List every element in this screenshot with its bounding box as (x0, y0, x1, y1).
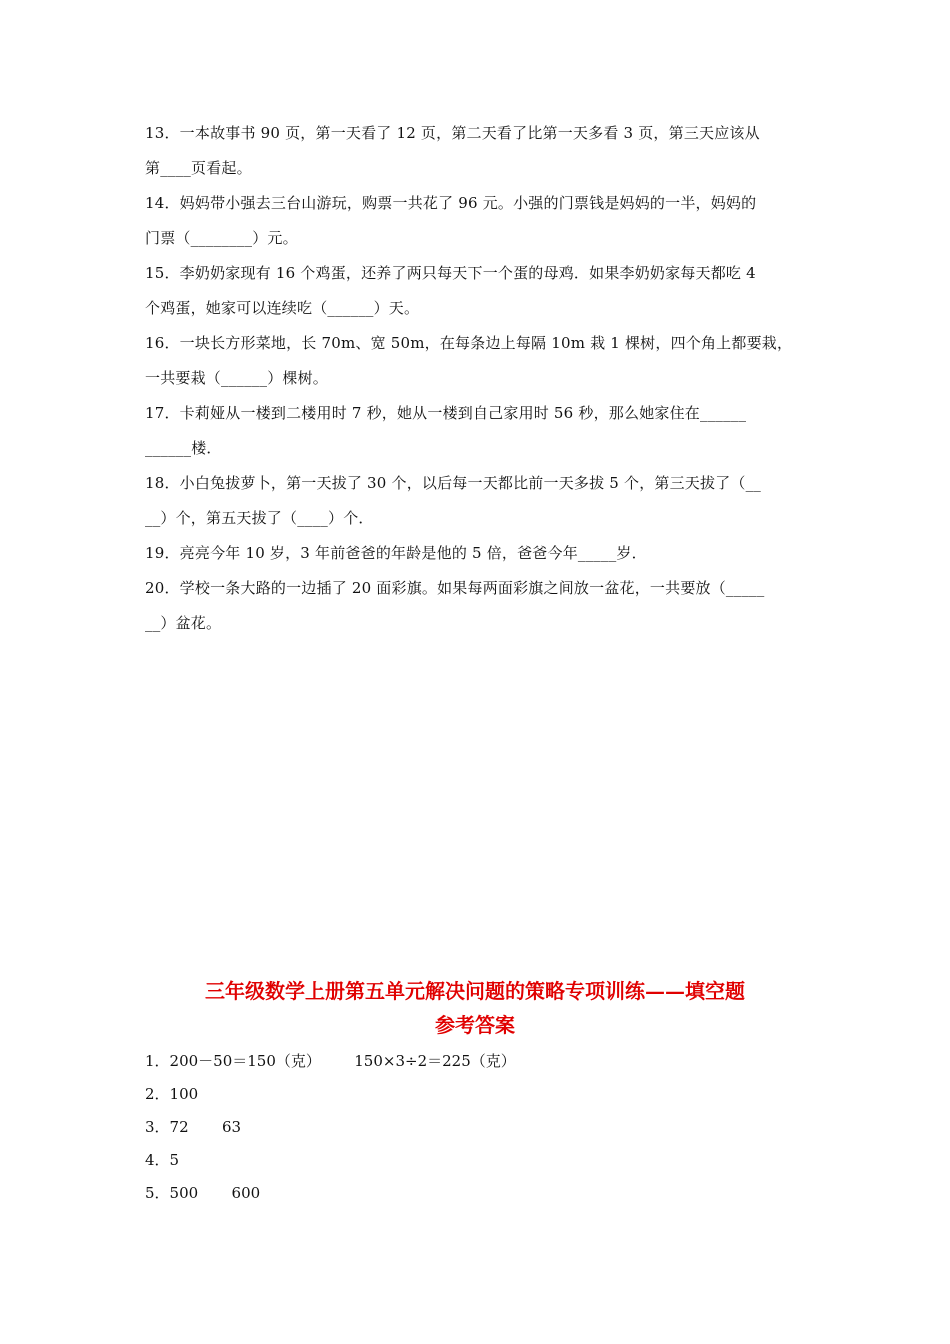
answer-item-5: 5．500 600 (145, 1184, 261, 1202)
question-17-line-2: ______楼． (145, 439, 222, 457)
question-19-line-1: 19．亮亮今年 10 岁，3 年前爸爸的年龄是他的 5 倍，爸爸今年_____岁． (145, 544, 647, 562)
answer-item-1: 1．200－50＝150（克） 150×3÷2＝225（克） (145, 1052, 516, 1070)
answer-item-3: 3．72 63 (145, 1118, 242, 1136)
question-17-line-1: 17．卡莉娅从一楼到二楼用时 7 秒，她从一楼到自己家用时 56 秒，那么她家住在______ (145, 404, 747, 422)
question-18-line-2: __）个，第五天拔了（____）个． (145, 509, 374, 527)
answer-list (145, 1052, 810, 1217)
question-list (145, 124, 810, 649)
question-20-line-1: 20．学校一条大路的一边插了 20 面彩旗。如果每两面彩旗之间放一盆花，一共要放（_____ (145, 579, 765, 597)
question-20-line-2: __）盆花。 (145, 614, 222, 632)
question-15-line-1: 15．李奶奶家现有 16 个鸡蛋，还养了两只每天下一个蛋的母鸡．如果李奶奶家每天都吃 4 (145, 264, 756, 282)
question-13-line-2: 第____页看起。 (145, 159, 252, 177)
answer-item-2: 2．100 (145, 1085, 199, 1103)
question-18-line-1: 18．小白兔拔萝卜，第一天拔了 30 个，以后每一天都比前一天多拔 5 个，第三天拔了（__ (145, 474, 761, 492)
question-14-line-2: 门票（________）元。 (145, 229, 298, 247)
question-16-line-2: 一共要栽（______）棵树。 (145, 369, 329, 387)
question-16-line-1: 16．一块长方形菜地，长 70m、宽 50m，在每条边上每隔 10m 栽 1 棵树，四个角上都要栽， (145, 334, 793, 352)
question-14-line-1: 14．妈妈带小强去三台山游玩，购票一共花了 96 元。小强的门票钱是妈妈的一半，妈妈的 (145, 194, 757, 212)
question-15-line-2: 个鸡蛋，她家可以连续吃（______）天。 (145, 299, 420, 317)
answer-item-4: 4．5 (145, 1151, 180, 1169)
answer-key-subtitle: 参考答案 (435, 1013, 515, 1037)
question-13-line-1: 13．一本故事书 90 页，第一天看了 12 页，第二天看了比第一天多看 3 页，第三天应该从 (145, 124, 760, 142)
answer-key-title: 三年级数学上册第五单元解决问题的策略专项训练——填空题 (205, 979, 745, 1003)
